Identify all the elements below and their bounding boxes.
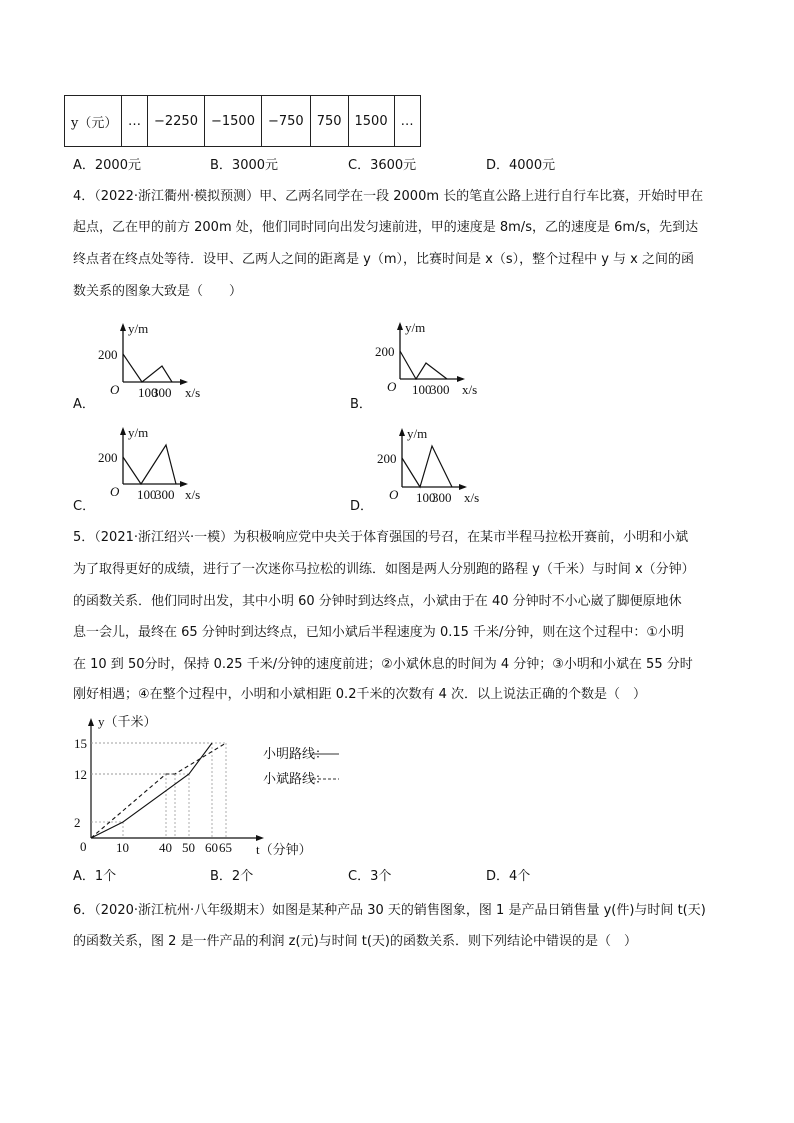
- q5-text-line: 刚好相遇；④在整个过程中，小明和小斌相距 0.2千米的次数有 4 次．以上说法正确的个数是（ ）: [73, 687, 646, 702]
- x-axis-label: x/s: [185, 487, 201, 502]
- q3-option-b: B．3000元: [210, 158, 279, 173]
- x-axis-label: x/s: [185, 385, 201, 400]
- y-axis-label: y（千米）: [98, 714, 157, 729]
- x-tick-label: 100: [412, 382, 432, 397]
- y-tick-label: 12: [74, 767, 87, 782]
- legend-label: 小斌路线：: [263, 771, 329, 786]
- x-axis-label: x/s: [464, 490, 480, 505]
- q4-text-line: 4．（2022·浙江衢州·模拟预测）甲、乙两名同学在一段 2000m 长的笔直公路上进行自行车比赛，开始时甲在: [73, 189, 704, 204]
- y-axis-label: y/m: [407, 426, 428, 441]
- y-axis-label: y/m: [405, 320, 426, 335]
- table-cell-label: y（元）: [65, 96, 122, 147]
- x-tick-label: 100: [138, 385, 158, 400]
- x-axis-label: x/s: [462, 382, 478, 397]
- q3-option-d: D．4000元: [486, 158, 556, 173]
- q4-option-a-label: A．: [73, 397, 95, 412]
- q6-text-line: 的函数关系，图 2 是一件产品的利润 z(元)与时间 t(天)的函数关系．则下列结论中错误的是（ ）: [73, 934, 638, 949]
- y-axis-arrow-icon: [88, 718, 94, 726]
- q5-option-c: C．3个: [348, 869, 392, 884]
- x-tick-label: 40: [159, 840, 172, 855]
- series-line-xiaoming: [91, 743, 212, 838]
- y-tick-label: 200: [98, 347, 118, 362]
- q5-text-line: 的函数关系．他们同时出发，其中小明 60 分钟时到达终点，小斌由于在 40 分钟时不小心崴了脚便原地休: [73, 594, 682, 609]
- q4-text-line: 起点，乙在甲的前方 200m 处，他们同时同向出发匀速前进，甲的速度是 8m/s，乙的速度是 6m/s，先到达: [73, 220, 699, 235]
- x-tick-label: 300: [155, 487, 175, 502]
- table-cell: 750: [310, 96, 348, 147]
- q3-option-c: C．3600元: [348, 158, 417, 173]
- legend-label: 小明路线：: [263, 746, 329, 761]
- x-tick-label: 300: [430, 382, 450, 397]
- q3-option-a: A．2000元: [73, 158, 141, 173]
- series-line-xiaobin: [91, 743, 226, 838]
- y-tick-label: 2: [74, 815, 81, 830]
- origin-label: O: [387, 379, 397, 394]
- q5-option-d: D．4个: [486, 869, 531, 884]
- x-axis-arrow-icon: [256, 835, 264, 841]
- x-axis-label: t（分钟）: [256, 842, 312, 857]
- x-tick-label: 65: [219, 840, 232, 855]
- q5-text-line: 息一会儿，最终在 65 分钟时到达终点，已知小斌后半程速度为 0.15 千米/分钟，则在这个过程中：①小明: [73, 625, 685, 640]
- table-cell: …: [122, 96, 148, 147]
- q4-option-c-label: C．: [73, 499, 96, 514]
- table-cell: −2250: [148, 96, 205, 147]
- x-tick-label: 50: [182, 840, 195, 855]
- y-tick-label: 200: [377, 451, 397, 466]
- x-tick-label: 100: [416, 490, 436, 505]
- x-tick-label: 10: [116, 840, 129, 855]
- x-tick-label: 300: [432, 490, 452, 505]
- q5-option-a: A．1个: [73, 869, 117, 884]
- y-axis-label: y/m: [128, 425, 149, 440]
- q4-option-b-label: B．: [350, 397, 372, 412]
- q5-text-line: 在 10 到 50分时，保持 0.25 千米/分钟的速度前进；②小斌休息的时间为 4 分钟；③小明和小斌在 55 分时: [73, 657, 693, 672]
- origin-label: 0: [80, 839, 87, 854]
- y-tick-label: 200: [98, 450, 118, 465]
- q5-option-b: B．2个: [210, 869, 254, 884]
- origin-label: O: [110, 484, 120, 499]
- x-tick-label: 100: [137, 487, 157, 502]
- x-tick-label: 300: [152, 385, 172, 400]
- y-tick-label: 200: [375, 344, 395, 359]
- y-axis-label: y/m: [128, 321, 149, 336]
- q4-text-line: 数关系的图象大致是（ ）: [73, 284, 243, 299]
- q5-text-line: 5．（2021·浙江绍兴·一模）为积极响应党中央关于体育强国的号召，在某市半程马拉松开赛前，小明和小斌: [73, 530, 689, 545]
- table-cell: …: [394, 96, 420, 147]
- y-tick-label: 15: [74, 736, 87, 751]
- origin-label: O: [389, 487, 399, 502]
- origin-label: O: [110, 382, 120, 397]
- table-cell: −750: [261, 96, 310, 147]
- q4-text-line: 终点者在终点处等待．设甲、乙两人之间的距离是 y（m），比赛时间是 x（s），整个过程中 y 与 x 之间的函: [73, 252, 695, 267]
- q4-option-d-label: D．: [350, 499, 374, 514]
- q5-text-line: 为了取得更好的成绩，进行了一次迷你马拉松的训练．如图是两人分别跑的路程 y（千米）与时间 x（分钟）: [73, 562, 695, 577]
- table-cell: −1500: [204, 96, 261, 147]
- table-cell: 1500: [348, 96, 394, 147]
- q6-text-line: 6．（2020·浙江杭州·八年级期末）如图是某种产品 30 天的销售图象，图 1 是产品日销售量 y(件)与时间 t(天): [73, 903, 706, 918]
- x-tick-label: 60: [205, 840, 218, 855]
